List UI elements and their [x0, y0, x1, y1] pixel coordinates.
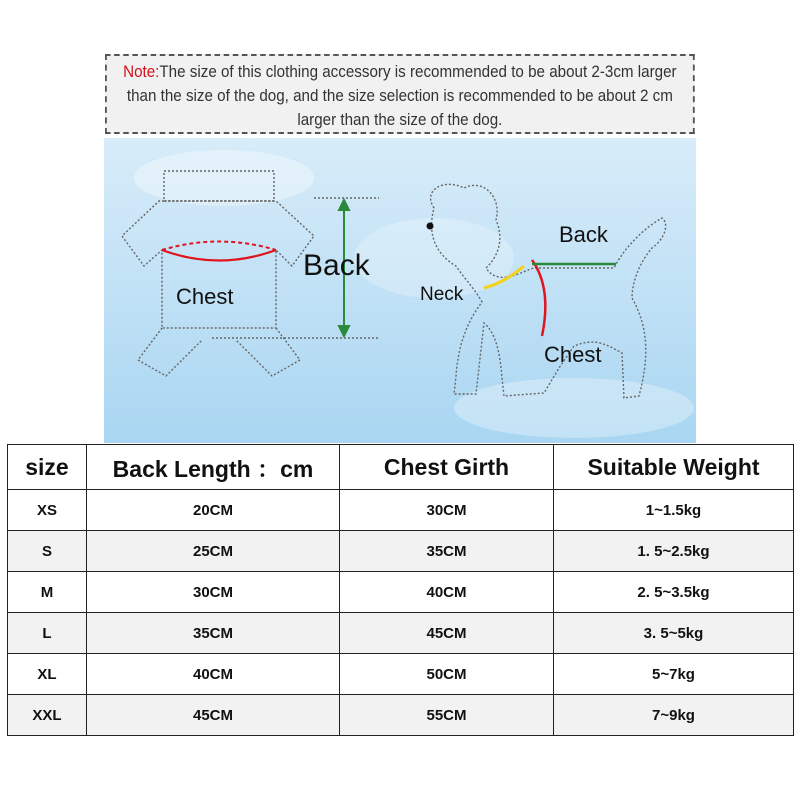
note-text: The size of this clothing accessory is recommended to be about 2-3cm larger than the size of the dog, and the size selection is recommended to be about 2 cm larger than the size of the dog.	[126, 63, 677, 129]
cell-size: L	[8, 613, 87, 654]
table-row	[8, 572, 794, 613]
cell-size: XXL	[8, 695, 87, 736]
cell-back-length: 25CM	[87, 531, 340, 572]
cell-back-length: 35CM	[87, 613, 340, 654]
note-label: Note:	[123, 63, 160, 81]
size-table	[7, 444, 794, 736]
note-box	[105, 54, 695, 134]
table-row	[8, 531, 794, 572]
measurement-diagram	[104, 138, 696, 443]
table-row	[8, 695, 794, 736]
garment-chest-line-dashed	[162, 242, 276, 251]
cell-size: M	[8, 572, 87, 613]
cell-back-length: 45CM	[87, 695, 340, 736]
table-row	[8, 490, 794, 531]
header-chest-girth: Chest Girth	[340, 445, 554, 490]
cell-back-length: 40CM	[87, 654, 340, 695]
cell-weight: 1. 5~2.5kg	[554, 531, 794, 572]
dog-chest-label: Chest	[544, 342, 602, 367]
cell-size: XL	[8, 654, 87, 695]
garment-chest-line	[162, 250, 276, 261]
cell-weight: 2. 5~3.5kg	[554, 572, 794, 613]
cell-size: S	[8, 531, 87, 572]
cell-chest-girth: 30CM	[340, 490, 554, 531]
header-suitable-weight: Suitable Weight	[554, 445, 794, 490]
garment-back-label: Back	[303, 249, 370, 282]
garment-chest-label: Chest	[176, 284, 234, 309]
cell-weight: 7~9kg	[554, 695, 794, 736]
cell-weight: 1~1.5kg	[554, 490, 794, 531]
cell-back-length: 20CM	[87, 490, 340, 531]
cell-chest-girth: 40CM	[340, 572, 554, 613]
header-back-length: Back Length ：cm	[87, 445, 340, 490]
table-row	[8, 654, 794, 695]
cell-chest-girth: 55CM	[340, 695, 554, 736]
table-header-row	[8, 445, 794, 490]
dog-neck-label: Neck	[420, 284, 464, 305]
diagram-svg	[104, 138, 696, 443]
cell-size: XS	[8, 490, 87, 531]
cell-back-length: 30CM	[87, 572, 340, 613]
table-row	[8, 613, 794, 654]
cell-chest-girth: 45CM	[340, 613, 554, 654]
cell-chest-girth: 35CM	[340, 531, 554, 572]
cell-chest-girth: 50CM	[340, 654, 554, 695]
dog-chest-line	[532, 260, 545, 336]
cell-weight: 5~7kg	[554, 654, 794, 695]
cell-weight: 3. 5~5kg	[554, 613, 794, 654]
header-size: size	[8, 445, 87, 490]
dog-eye	[427, 223, 434, 230]
dog-back-label: Back	[559, 222, 608, 247]
